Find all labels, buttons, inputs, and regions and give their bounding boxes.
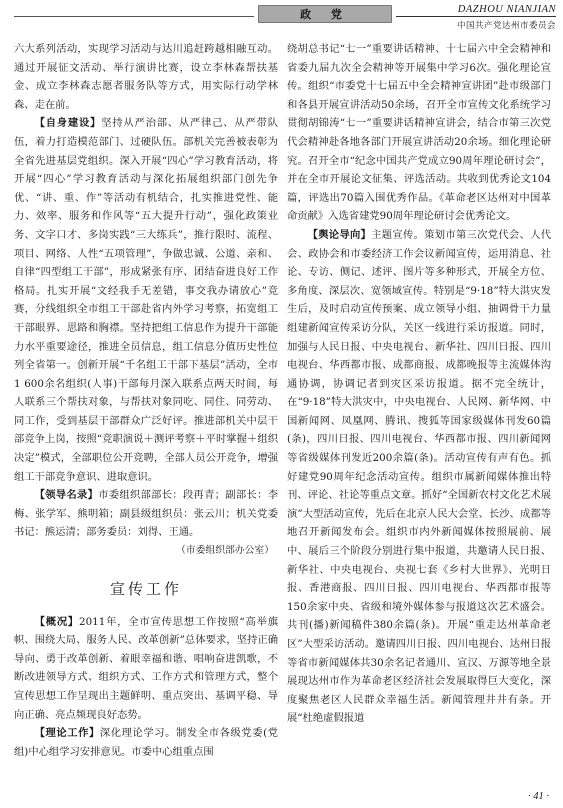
entry-text: 2011年，全市宣传思想工作按照“高举旗帜、围绕大局、服务人民、改革创新”总体要求，坚持正确导向、勇于改革创新、着眼幸福和谐、唱响奋进凯歌，不断改进领导方式、组织方式、工作方式和管理方式，整个宣传思想工作呈现出主题鲜明、重点突出、基调平稳、导向正确、亮点频现良好态势。: [14, 615, 279, 721]
right-column: [287, 40, 551, 728]
source-note: （市委组织部办公室）: [176, 545, 274, 557]
paragraph: [14, 114, 278, 486]
entry-text: 市委组织部部长：段再青；副部长：李梅、张学军、熊明箱；副县级组织员：张云川；机关党委书记：熊运清；部务委员：刘得、王通。: [14, 489, 279, 539]
paragraph: [287, 226, 551, 728]
paragraph: 六大系列活动，实现学习活动与达川追赶跨越相融互动。通过开展征文活动、举行演讲比赛，设立李林森帮扶基金、成立李林森志愿者服务队等方式，用实际行动学林森、走在前。: [14, 43, 278, 111]
header-underline: [396, 16, 556, 17]
entry-text: 主题宣传。策划市第三次党代会、人代会、政协会和市委经济工作会议新闻宣传，运用消息、社论、专访、侧记、述评、图片等多种形式，开展全方位、多角度、深层次、宽领域宣传。特别是“9·18”特大洪灾发生后，及时启动宣传预案、成立领导小组、抽调骨干力量组建新闻宣传采访分队，关区一线进行采访报道。同时，加强与人民日报、中央电视台、新华社、四川日报、四川电视台、华西都市报、成都商报、成都晚报等主流媒体沟通协调，协调记者到灾区采访报道。据不完全统计，在“9·18”特大洪灾中，中央电视台、人民网、新华网、中国新闻网、凤凰网、腾讯、搜狐等国家级媒体刊发60篇(条)，四川日报、四川电视台、华西都市报、四川新闻网等省级媒体刊发近200余篇(条)。活动宣传有声有色。抓好建党90周年纪念活动宣传。组织市属新闻媒体推出特刊、评论、社论等重点文章。抓好“全国新农村文化艺术展演”大型活动宣传，先后在北京人民大会堂、长沙、成都等地召开新闻发布会。组织市内外新闻媒体按照展前、展中、展后三个阶段分别进行集中报道，共邀请人民日报、新华社、中央电视台、央视七套《乡村大世界》、光明日报、香港商报、四川日报、四川电视台、华西都市报等150余家中央、省级和境外媒体参与报道这次艺术盛会。共刊(播)新闻稿件380余篇(条)。开展“重走达州革命老区”大型采访活动。邀请四川日报、四川电视台、达州日报等省市新闻媒体共30余名记者通川、宣汉、万源等地全景展现达州市作为革命老区经济社会发展取得巨大变化，深度聚焦老区人民群众幸福生活。新闻管理井井有条。开展“杜绝虚假报道: [287, 228, 552, 725]
book-title: DAZHOU NIANJIAN: [457, 4, 556, 15]
paragraph: [14, 486, 278, 542]
entry-tag: 【领导名录】: [34, 489, 99, 502]
running-header: [396, 4, 556, 31]
section-tab: 政 党: [258, 5, 392, 23]
section-heading: 宣传工作: [109, 579, 182, 598]
entry-tag: 【舆论导向】: [307, 228, 372, 241]
header-rule: [14, 16, 254, 17]
paragraph: 绕胡总书记“七一”重要讲话精神、十七届六中全会精神和省委九届九次全会精神等开展集中学习6次。强化理论宣传。组织“市委党十七届五中全会精神宣讲团”赴市级部门和各县开展宣讲活动50余场，召开全市宣传文化系统学习贯彻胡锦涛“七一”重要讲话精神宣讲会，结合市第三次党代会精神赴各地各部门开展宣讲活动20余场。细化理论研究。召开全市“纪念中国共产党成立90周年理论研讨会”，并在全市开展论文征集、评选活动。共收到优秀论文104篇，评选出70篇入围优秀作品。《革命老区达州对中国革命贡献》入选省建党90周年理论研讨会优秀论文。: [287, 43, 551, 223]
paragraph: [14, 613, 278, 725]
entry-text: 坚持从严治部、从严律己、从严带队伍，着力打造模范部门、过硬队伍。部机关完善被表彰为全省先进基层党组织。深入开展“四心”学习教育活动，将开展“四心”学习教育活动与深化拓展组织部门创先争优、“讲、重、作”等活动有机结合，扎实推进党性、能力、效率、服务和作风等“五大提升行动”，强化政策业务、文字口才、多岗实践“三大练兵”，推行限时、流程、项目、网络、人性“五项管理”，争做忠诚、公道、亲和、自律“四型组工干部”，形成紧张有序、团结奋进良好工作格局。扎实开展“文经我手无差错，事交我办请放心”竞赛，分线组织全市组工干部赴省内外学习考察，拓宽组工干部眼界、思路和胸襟。坚持把组工信息作为提升干部能力水平重要途径，推进全员信息，组工信息分值历史性位列全省第一。创新开展“千名组工干部下基层”活动，全市1 600余名组织(人事)干部每月深入联系点两天时间，每人联系三个帮扶对象，与帮扶对象同吃、同住、同劳动、同工作，受到基层干部群众广泛好评。推进部机关中层干部竞争上岗，按照“竞职演说＋测评考察＋平时掌握＋组织决定”模式，全部职位公开竞聘，全部人员公开竞争，增强组工干部竞争意识、进取意识。: [14, 117, 279, 483]
entry-tag: 【理论工作】: [34, 727, 100, 740]
entry-tag: 【自身建设】: [34, 117, 102, 130]
entry-tag: 【概况】: [34, 615, 80, 628]
page-number: · 41 ·: [528, 791, 549, 802]
subsection-title: 中国共产党达州市委员会: [456, 21, 556, 31]
entry-text: 深化理论学习。制发全市各级党委(党组)中心组学习安排意见。市委中心组重点围: [14, 727, 278, 758]
left-column: [14, 40, 278, 761]
paragraph: [14, 724, 278, 761]
